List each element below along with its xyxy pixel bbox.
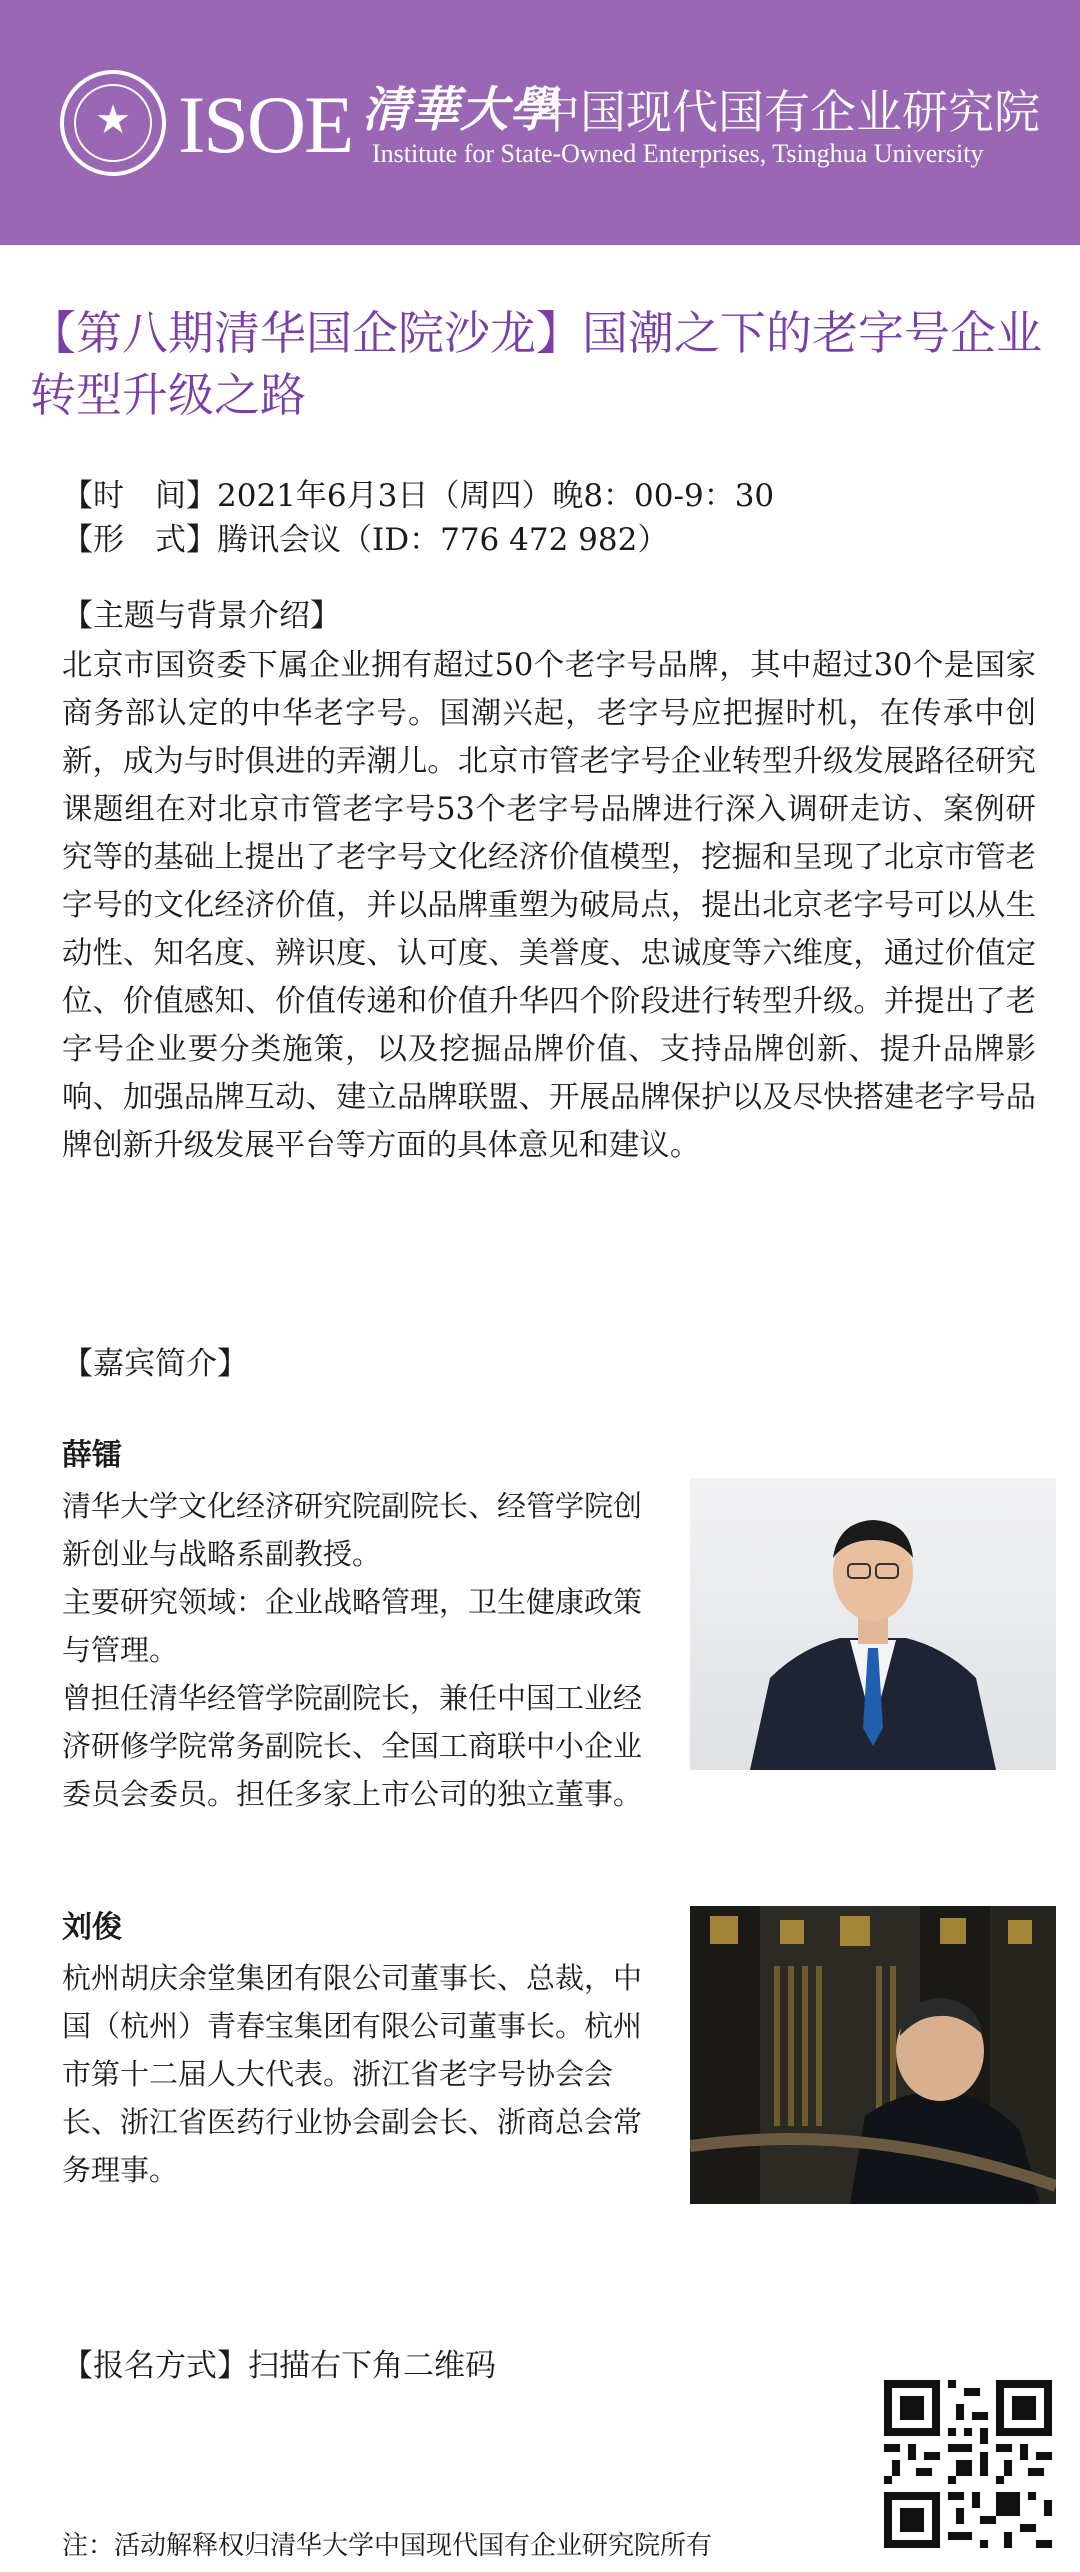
- background-heading: 【主题与背景介绍】: [62, 598, 341, 634]
- format-label: 【形 式】: [62, 522, 217, 558]
- institute-name-en: Institute for State-Owned Enterprises, Tsinghua University: [372, 139, 984, 168]
- guest1-portrait: [690, 1478, 1056, 1770]
- guests-heading: 【嘉宾简介】: [62, 1346, 248, 1382]
- registration-text: 【报名方式】扫描右下角二维码: [62, 2348, 496, 2384]
- guest1-bio: [62, 1482, 654, 1818]
- time-row: [62, 474, 774, 518]
- guest1-bio-line: 主要研究领域：企业战略管理，卫生健康政策与管理。: [62, 1585, 643, 1667]
- format-value: 腾讯会议（ID：776 472 982）: [217, 522, 669, 558]
- university-calligraphy: 清華大學: [362, 82, 559, 138]
- isoe-logo: ISOE: [178, 79, 353, 170]
- guest1-bio-line: 清华大学文化经济研究院副院长、经管学院创新创业与战略系副教授。: [62, 1489, 643, 1571]
- background-text: 北京市国资委下属企业拥有超过50个老字号品牌，其中超过30个是国家商务部认定的中华老字号。国潮兴起，老字号应把握时机，在传承中创新，成为与时俱进的弄潮儿。北京市管老字号企业转型升级发展路径研究课题组在对北京市管老字号53个老字号品牌进行深入调研走访、案例研究等的基础上提出了老字号文化经济价值模型，挖掘和呈现了北京市管老字号的文化经济价值，并以品牌重塑为破局点，提出北京老字号可以从生动性、知名度、辨识度、认可度、美誉度、忠诚度等六维度，通过价值定位、价值感知、价值传递和价值升华四个阶段进行转型升级。并提出了老字号企业要分类施策，以及挖掘品牌价值、支持品牌创新、提升品牌影响、加强品牌互动、建立品牌联盟、开展品牌保护以及尽快搭建老字号品牌创新升级发展平台等方面的具体意见和建议。: [62, 648, 1036, 1163]
- guest2-bio-line: 杭州胡庆余堂集团有限公司董事长、总裁，中国（杭州）青春宝集团有限公司董事长。杭州市第十二届人大代表。浙江省老字号协会会长、浙江省医药行业协会副会长、浙商总会常务理事。: [62, 1961, 643, 2187]
- institute-name-cn: 中国现代国有企业研究院: [534, 85, 1040, 139]
- guest1-bio-line: 曾担任清华经管学院副院长，兼任中国工业经济研修学院常务副院长、全国工商联中小企业委员会委员。担任多家上市公司的独立董事。: [62, 1681, 643, 1811]
- guest1-name: 薛镭: [62, 1438, 122, 1473]
- tsinghua-seal-logo: [60, 70, 166, 176]
- event-title: 【第八期清华国企院沙龙】国潮之下的老字号企业转型升级之路: [30, 306, 1042, 422]
- guest2-name: 刘俊: [62, 1910, 122, 1945]
- header-banner: [0, 0, 1080, 245]
- time-label: 【时 间】: [62, 478, 217, 514]
- guest2-portrait: [690, 1906, 1056, 2204]
- registration-qr-code[interactable]: [884, 2380, 1052, 2548]
- star-icon: ★: [95, 97, 131, 143]
- guest2-bio: [62, 1954, 654, 2194]
- format-row: [62, 518, 668, 562]
- footnote: 注：活动解释权归清华大学中国现代国有企业研究院所有: [62, 2531, 713, 2561]
- time-value: 2021年6月3日（周四）晚8：00-9：30: [217, 478, 775, 514]
